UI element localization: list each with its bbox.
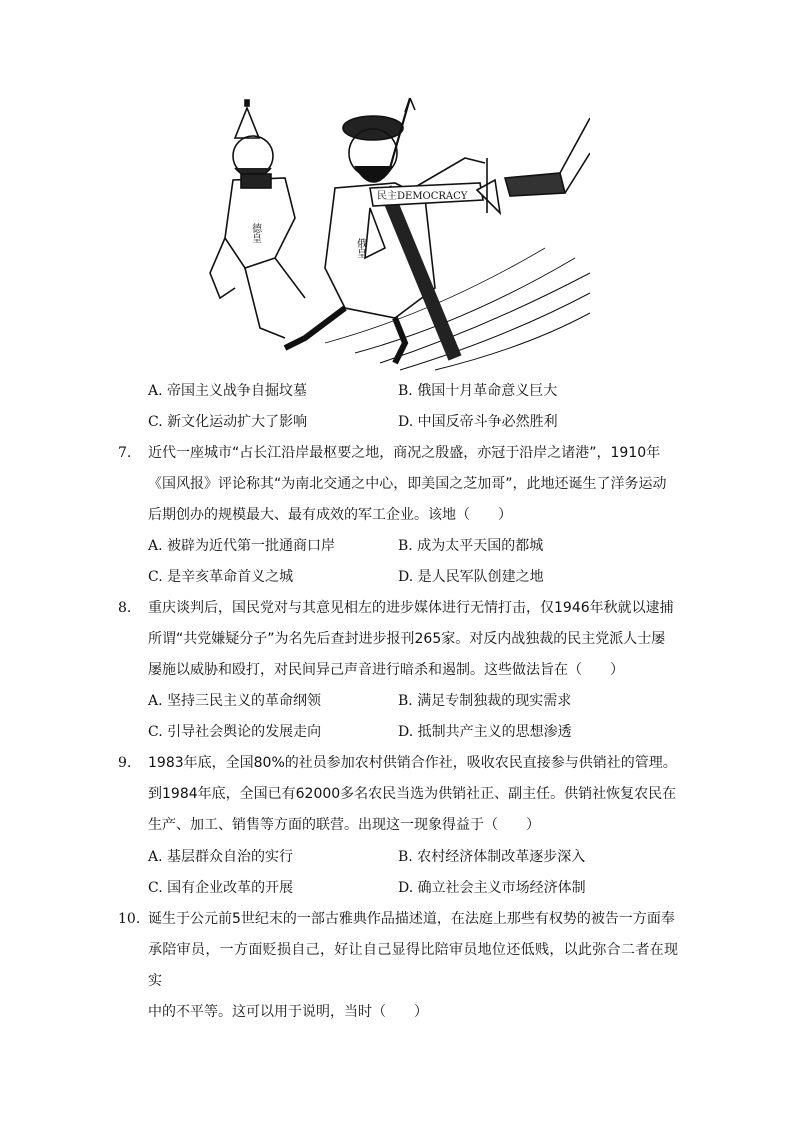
q6-option-c[interactable]: C. 新文化运动扩大了影响 [148,414,308,430]
q8-options [148,686,668,748]
q8-option-b[interactable]: B. 满足专制独裁的现实需求 [398,693,572,709]
question-number: 9. [118,755,132,771]
cartoon-sash-label: 民主DEMOCRACY [377,191,468,202]
q6-option-d[interactable]: D. 中国反帝斗争必然胜利 [398,414,558,430]
question-stem: 诞生于公元前5世纪末的一部古雅典作品描述道，在法庭上那些有权势的被告一方面奉 承陪审员，一方面贬损自己，好让自己显得比陪审员地位还低贱，以此弥合二者在现实 中的不平等。这可以用于说明，当时（ ） [148,911,678,1020]
cartoon-right-label: 俄皇 [354,238,366,258]
q7-option-row [148,531,668,562]
question-number: 10. [118,911,141,927]
q9-option-d[interactable]: D. 确立社会主义市场经济体制 [398,880,586,896]
q6-option-row [148,376,668,407]
q6-option-row [148,407,668,438]
q7-option-b[interactable]: B. 成为太平天国的都城 [398,538,544,554]
political-cartoon-image [205,98,590,373]
question-number: 7. [118,445,132,461]
question-number: 8. [118,600,132,616]
question-9 [118,748,678,841]
question-stem: 近代一座城市“占长江沿岸最枢要之地，商况之殷盛，亦冠于沿岸之诸港”，1910年 《国风报》评论称其“为南北交通之中心，即美国之芝加哥”，此地还诞生了洋务运动 后期创办的规模最大、最有成效的军工企业。该地（ ） [148,445,667,523]
q7-option-row [148,562,668,593]
q9-options [148,842,668,904]
q9-option-c[interactable]: C. 国有企业改革的开展 [148,880,294,896]
q8-option-row [148,717,668,748]
q9-option-row [148,873,668,904]
q6-option-a[interactable]: A. 帝国主义战争自掘坟墓 [148,383,308,399]
question-10 [118,904,678,1028]
cartoon-left-label: 德皇 [249,223,261,243]
q6-options [148,376,668,438]
q9-option-a[interactable]: A. 基层群众自治的实行 [148,849,294,865]
question-stem: 1983年底，全国80%的社员参加农村供销合作社，吸收农民直接参与供销社的管理。 到1984年底，全国已有62000多名农民当选为供销社正、副主任。供销社恢复农民在 生产、加工、销售等方面的联营。出现这一现象得益于（ ） [148,755,677,833]
q8-option-row [148,686,668,717]
q7-option-d[interactable]: D. 是人民军队创建之地 [398,569,544,585]
question-7 [118,438,678,531]
question-stem: 重庆谈判后，国民党对与其意见相左的进步媒体进行无情打击，仅1946年秋就以逮捕 所谓“共党嫌疑分子”为名先后查封进步报刊265家。对反内战独裁的民主党派人士屡 屡施以威胁和殴打，对民间异己声音进行暗杀和遏制。这些做法旨在（ ） [148,600,674,678]
q7-option-c[interactable]: C. 是辛亥革命首义之城 [148,569,294,585]
q9-option-row [148,842,668,873]
q8-option-a[interactable]: A. 坚持三民主义的革命纲领 [148,693,322,709]
q8-option-c[interactable]: C. 引导社会舆论的发展走向 [148,724,322,740]
question-8 [118,593,678,686]
q7-option-a[interactable]: A. 被辟为近代第一批通商口岸 [148,538,336,554]
q6-option-b[interactable]: B. 俄国十月革命意义巨大 [398,383,558,399]
q7-options [148,531,668,593]
q9-option-b[interactable]: B. 农村经济体制改革逐步深入 [398,849,586,865]
q8-option-d[interactable]: D. 抵制共产主义的思想渗透 [398,724,572,740]
